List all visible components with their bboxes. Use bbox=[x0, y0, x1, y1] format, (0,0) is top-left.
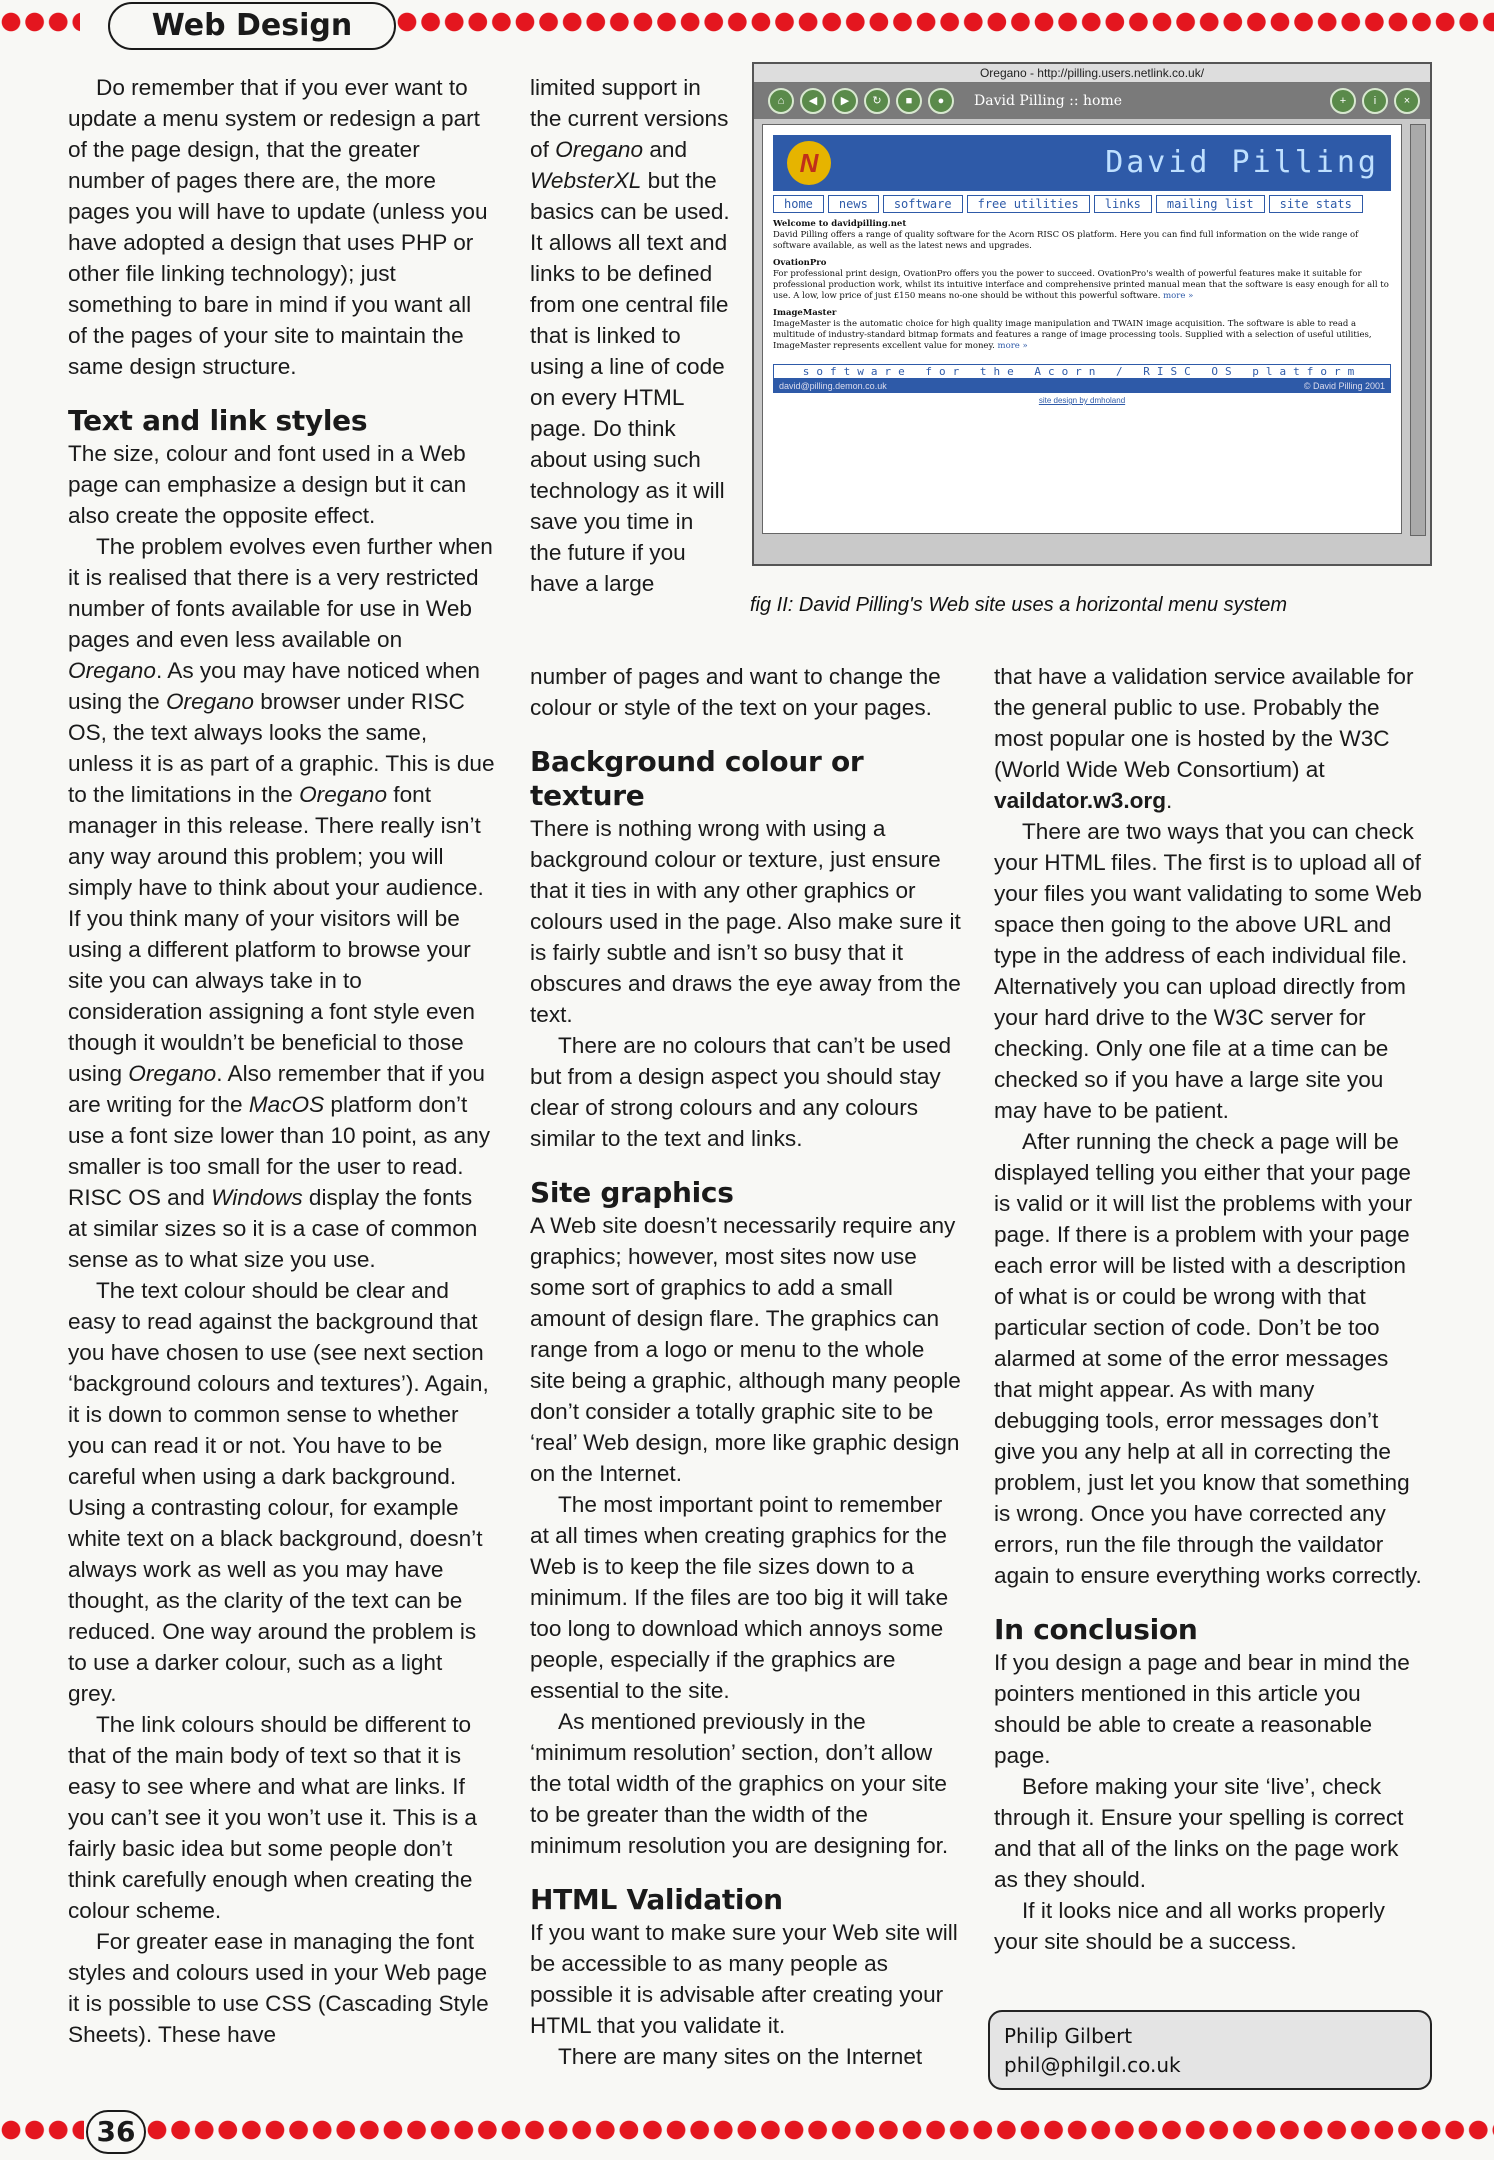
heading-site-graphics: Site graphics bbox=[530, 1176, 734, 1209]
paragraph: There is nothing wrong with using a background colour or texture, just ensure that it ties in with any other graphics or colours used in the page. Also make sure it is fairly subtle and isn’t so busy that it obscures and draws the eye away from the text. bbox=[530, 816, 961, 1027]
column-1 bbox=[68, 72, 496, 2050]
paragraph: that have a validation service available for the general public to use. Probably the most popular one is hosted by the W3C (World Wide Web Consortium) at vaildator.w3.org. bbox=[994, 664, 1414, 813]
paragraph: If you design a page and bear in mind the pointers mentioned in this article you should be able to create a reasonable page. bbox=[994, 1650, 1410, 1768]
browser-toolbar bbox=[754, 83, 1430, 119]
nav-item-links: links bbox=[1094, 195, 1152, 213]
nav-item-mailing-list: mailing list bbox=[1156, 195, 1265, 213]
heading-text-link-styles: Text and link styles bbox=[68, 404, 368, 437]
paragraph: If it looks nice and all works properly your site should be a success. bbox=[994, 1898, 1385, 1954]
forward-icon: ▶ bbox=[832, 88, 858, 114]
site-ovation-title: OvationPro bbox=[773, 258, 827, 268]
paragraph: There are no colours that can’t be used but from a design aspect you should stay clear of strong colours and any colours similar to the text and links. bbox=[530, 1033, 952, 1151]
top-dot-border bbox=[0, 6, 80, 38]
paragraph: A Web site doesn’t necessarily require any graphics; however, most sites now use some sort of graphics to add a small amount of design flare. The graphics can range from a logo or menu to the whole site being a graphic, although many people don’t consider a totally graphic site to be ‘real’ Web design, more like graphic design on the Internet. bbox=[530, 1213, 961, 1486]
paragraph: number of pages and want to change the colour or style of the text on your pages. bbox=[530, 664, 941, 720]
top-dot-border-right bbox=[396, 6, 1494, 38]
heading-html-validation: HTML Validation bbox=[530, 1883, 783, 1916]
info-icon: i bbox=[1362, 88, 1388, 114]
author-byline bbox=[988, 2010, 1432, 2090]
paragraph: For greater ease in managing the font styles and colours used in your Web page it is possible to use CSS (Cascading Style Sheets). These have bbox=[68, 1929, 489, 2047]
site-image-title: ImageMaster bbox=[773, 308, 837, 318]
browser-scrollbar bbox=[1410, 124, 1426, 536]
nav-item-news: news bbox=[828, 195, 879, 213]
browser-content bbox=[762, 124, 1402, 534]
author-email: phil@philgil.co.uk bbox=[1004, 2053, 1181, 2077]
site-banner bbox=[773, 135, 1391, 191]
paragraph: Before making your site ‘live’, check through it. Ensure your spelling is correct and that all of the links on the page work as they should. bbox=[994, 1774, 1404, 1892]
heading-background: Background colour or texture bbox=[530, 745, 864, 812]
paragraph: The problem evolves even further when it is realised that there is a very restricted number of fonts available for use in Web pages and even less available on Oregano. As you may have noticed when using the Oregano browser under RISC OS, the text always looks the same, unless it is as part of a graphic. This is due to the limitations in the Oregano font manager in this release. There really isn’t any way around this problem; you will simply have to think about your audience. If you think many of your visitors will be using a different platform to browse your site you can always take in to consideration assigning a font style even though it wouldn’t be beneficial to those using Oregano. Also remember that if you are writing for the MacOS platform don’t use a font size lower than 10 point, as any smaller is too small for the user to read. RISC OS and Windows display the fonts at similar sizes so it is a case of common sense as to what size you use. bbox=[68, 534, 495, 1272]
reload-icon: ↻ bbox=[864, 88, 890, 114]
window-title: Oregano - http://pilling.users.netlink.co.uk/ bbox=[754, 64, 1430, 83]
figure-caption: fig II: David Pilling's Web site uses a horizontal menu system bbox=[750, 594, 1288, 616]
close-icon: × bbox=[1394, 88, 1420, 114]
home-icon: ⌂ bbox=[768, 88, 794, 114]
site-intro: David Pilling offers a range of quality software for the Acorn RISC OS platform. Here you can find full information on the wide range of software available, as well as the latest news and upgrades. bbox=[773, 230, 1359, 251]
paragraph: After running the check a page will be displayed telling you either that your page is valid or it will list the problems with your page. If there is a problem with your page each error will be listed with a description of what is or could be wrong with that particular section of code. Don’t be too alarmed at some of the error messages that might appear. As with many debugging tools, error messages don’t give you any help at all in correcting the problem, just let you know that something is wrong. Once you have corrected any errors, run the file through the vaildator again to ensure everything works correctly. bbox=[994, 1129, 1422, 1588]
paragraph: There are two ways that you can check your HTML files. The first is to upload all of your files you want validating to some Web space then going to the above URL and type in the address of each individual file. Alternatively you can upload directly from your hard drive to the W3C server for checking. Only one file at a time can be checked so if you have a large site you may have to be patient. bbox=[994, 819, 1422, 1123]
zoom-icon: + bbox=[1330, 88, 1356, 114]
nav-item-software: software bbox=[883, 195, 963, 213]
page-number: 36 bbox=[86, 2110, 146, 2154]
stop-icon: ■ bbox=[896, 88, 922, 114]
back-icon: ◀ bbox=[800, 88, 826, 114]
column-3 bbox=[994, 661, 1426, 1957]
nav-item-home: home bbox=[773, 195, 824, 213]
site-image-text: ImageMaster is the automatic choice for high quality image manipulation and TWAIN image acquisition. The software is able to read a multitude of industry-standard bitmap formats and features a range of image processing tools. Supplied with a selection of useful utilities, ImageMaster represents excellent value for money. more » bbox=[773, 319, 1372, 351]
site-brand: David Pilling bbox=[1105, 145, 1379, 180]
browser-page-title: David Pilling :: home bbox=[974, 93, 1123, 109]
paragraph: The size, colour and font used in a Web page can emphasize a design but it can also create the opposite effect. bbox=[68, 441, 467, 528]
author-name: Philip Gilbert bbox=[1004, 2024, 1133, 2048]
paragraph: limited support in the current versions of Oregano and WebsterXL but the basics can be used. It allows all text and links to be defined from one central file that is linked to using a line of code on every HTML page. Do think about using such technology as it will save you time in the future if you have a large bbox=[530, 75, 730, 596]
section-label: Web Design bbox=[108, 2, 396, 50]
site-footer bbox=[773, 379, 1391, 393]
site-text bbox=[773, 219, 1391, 352]
bottom-dot-border bbox=[0, 2114, 84, 2146]
site-welcome: Welcome to davidpilling.net bbox=[773, 219, 907, 229]
site-copyright: © David Pilling 2001 bbox=[1303, 381, 1385, 391]
nav-item-free-utilities: free utilities bbox=[967, 195, 1090, 213]
site-logo: N bbox=[787, 141, 831, 185]
paragraph: As mentioned previously in the ‘minimum resolution’ section, don’t allow the total width of the graphics on your site to be greater than the width of the minimum resolution you are designing for. bbox=[530, 1709, 949, 1858]
site-email: david@pilling.demon.co.uk bbox=[779, 381, 887, 391]
paragraph: There are many sites on the Internet bbox=[558, 2044, 923, 2069]
paragraph: If you want to make sure your Web site will be accessible to as many people as possible it is advisable after creating your HTML that you validate it. bbox=[530, 1920, 958, 2038]
site-nav bbox=[773, 195, 1391, 213]
validator-url: vaildator.w3.org bbox=[994, 788, 1167, 813]
column-2-top bbox=[530, 72, 730, 599]
site-footer-link: site design by dmholand bbox=[1038, 396, 1126, 405]
nav-item-site-stats: site stats bbox=[1269, 195, 1363, 213]
paragraph: Do remember that if you ever want to update a menu system or redesign a part of the page design, that the greater number of pages there are, the more pages you will have to update (unless you have adopted a design that uses PHP or other file linking technology); just something to bare in mind if you want all of the pages of your site to maintain the same design structure. bbox=[68, 75, 488, 379]
bottom-dot-border-right bbox=[146, 2114, 1494, 2146]
figure-screenshot bbox=[752, 62, 1432, 566]
column-2 bbox=[530, 661, 962, 2072]
heading-conclusion: In conclusion bbox=[994, 1613, 1198, 1646]
paragraph: The link colours should be different to that of the main body of text so that it is easy to see where and what are links. If you can’t see it you won’t use it. This is a fairly basic idea but some people don’t think carefully enough when creating the colour scheme. bbox=[68, 1712, 477, 1923]
site-strip: software for the Acorn / RISC OS platform bbox=[773, 364, 1391, 379]
paragraph: The most important point to remember at all times when creating graphics for the Web is to keep the file sizes down to a minimum. If the files are too big it will take too long to download which annoys some people, especially if the graphics are essential to the site. bbox=[530, 1492, 949, 1703]
paragraph: The text colour should be clear and easy to read against the background that you have chosen to use (see next section ‘background colours and textures’). Again, it is down to common sense to whether you can read it or not. You have to be careful when using a dark background. Using a contrasting colour, for example white text on a black background, doesn’t always work as well as you may have thought, as the clarity of the text can be reduced. One way around the problem is to use a darker colour, such as a light grey. bbox=[68, 1278, 489, 1706]
site-ovation-text: For professional print design, OvationPro offers you the power to succeed. OvationPro's wealth of powerful features make it suitable for professional production work, whilst its intuitive interface and comprehensive printed manual mean that the software is easy enough for all to use. A low, low price of just £150 means no-one should be without this powerful software. more » bbox=[773, 269, 1389, 301]
globe-icon: ● bbox=[928, 88, 954, 114]
